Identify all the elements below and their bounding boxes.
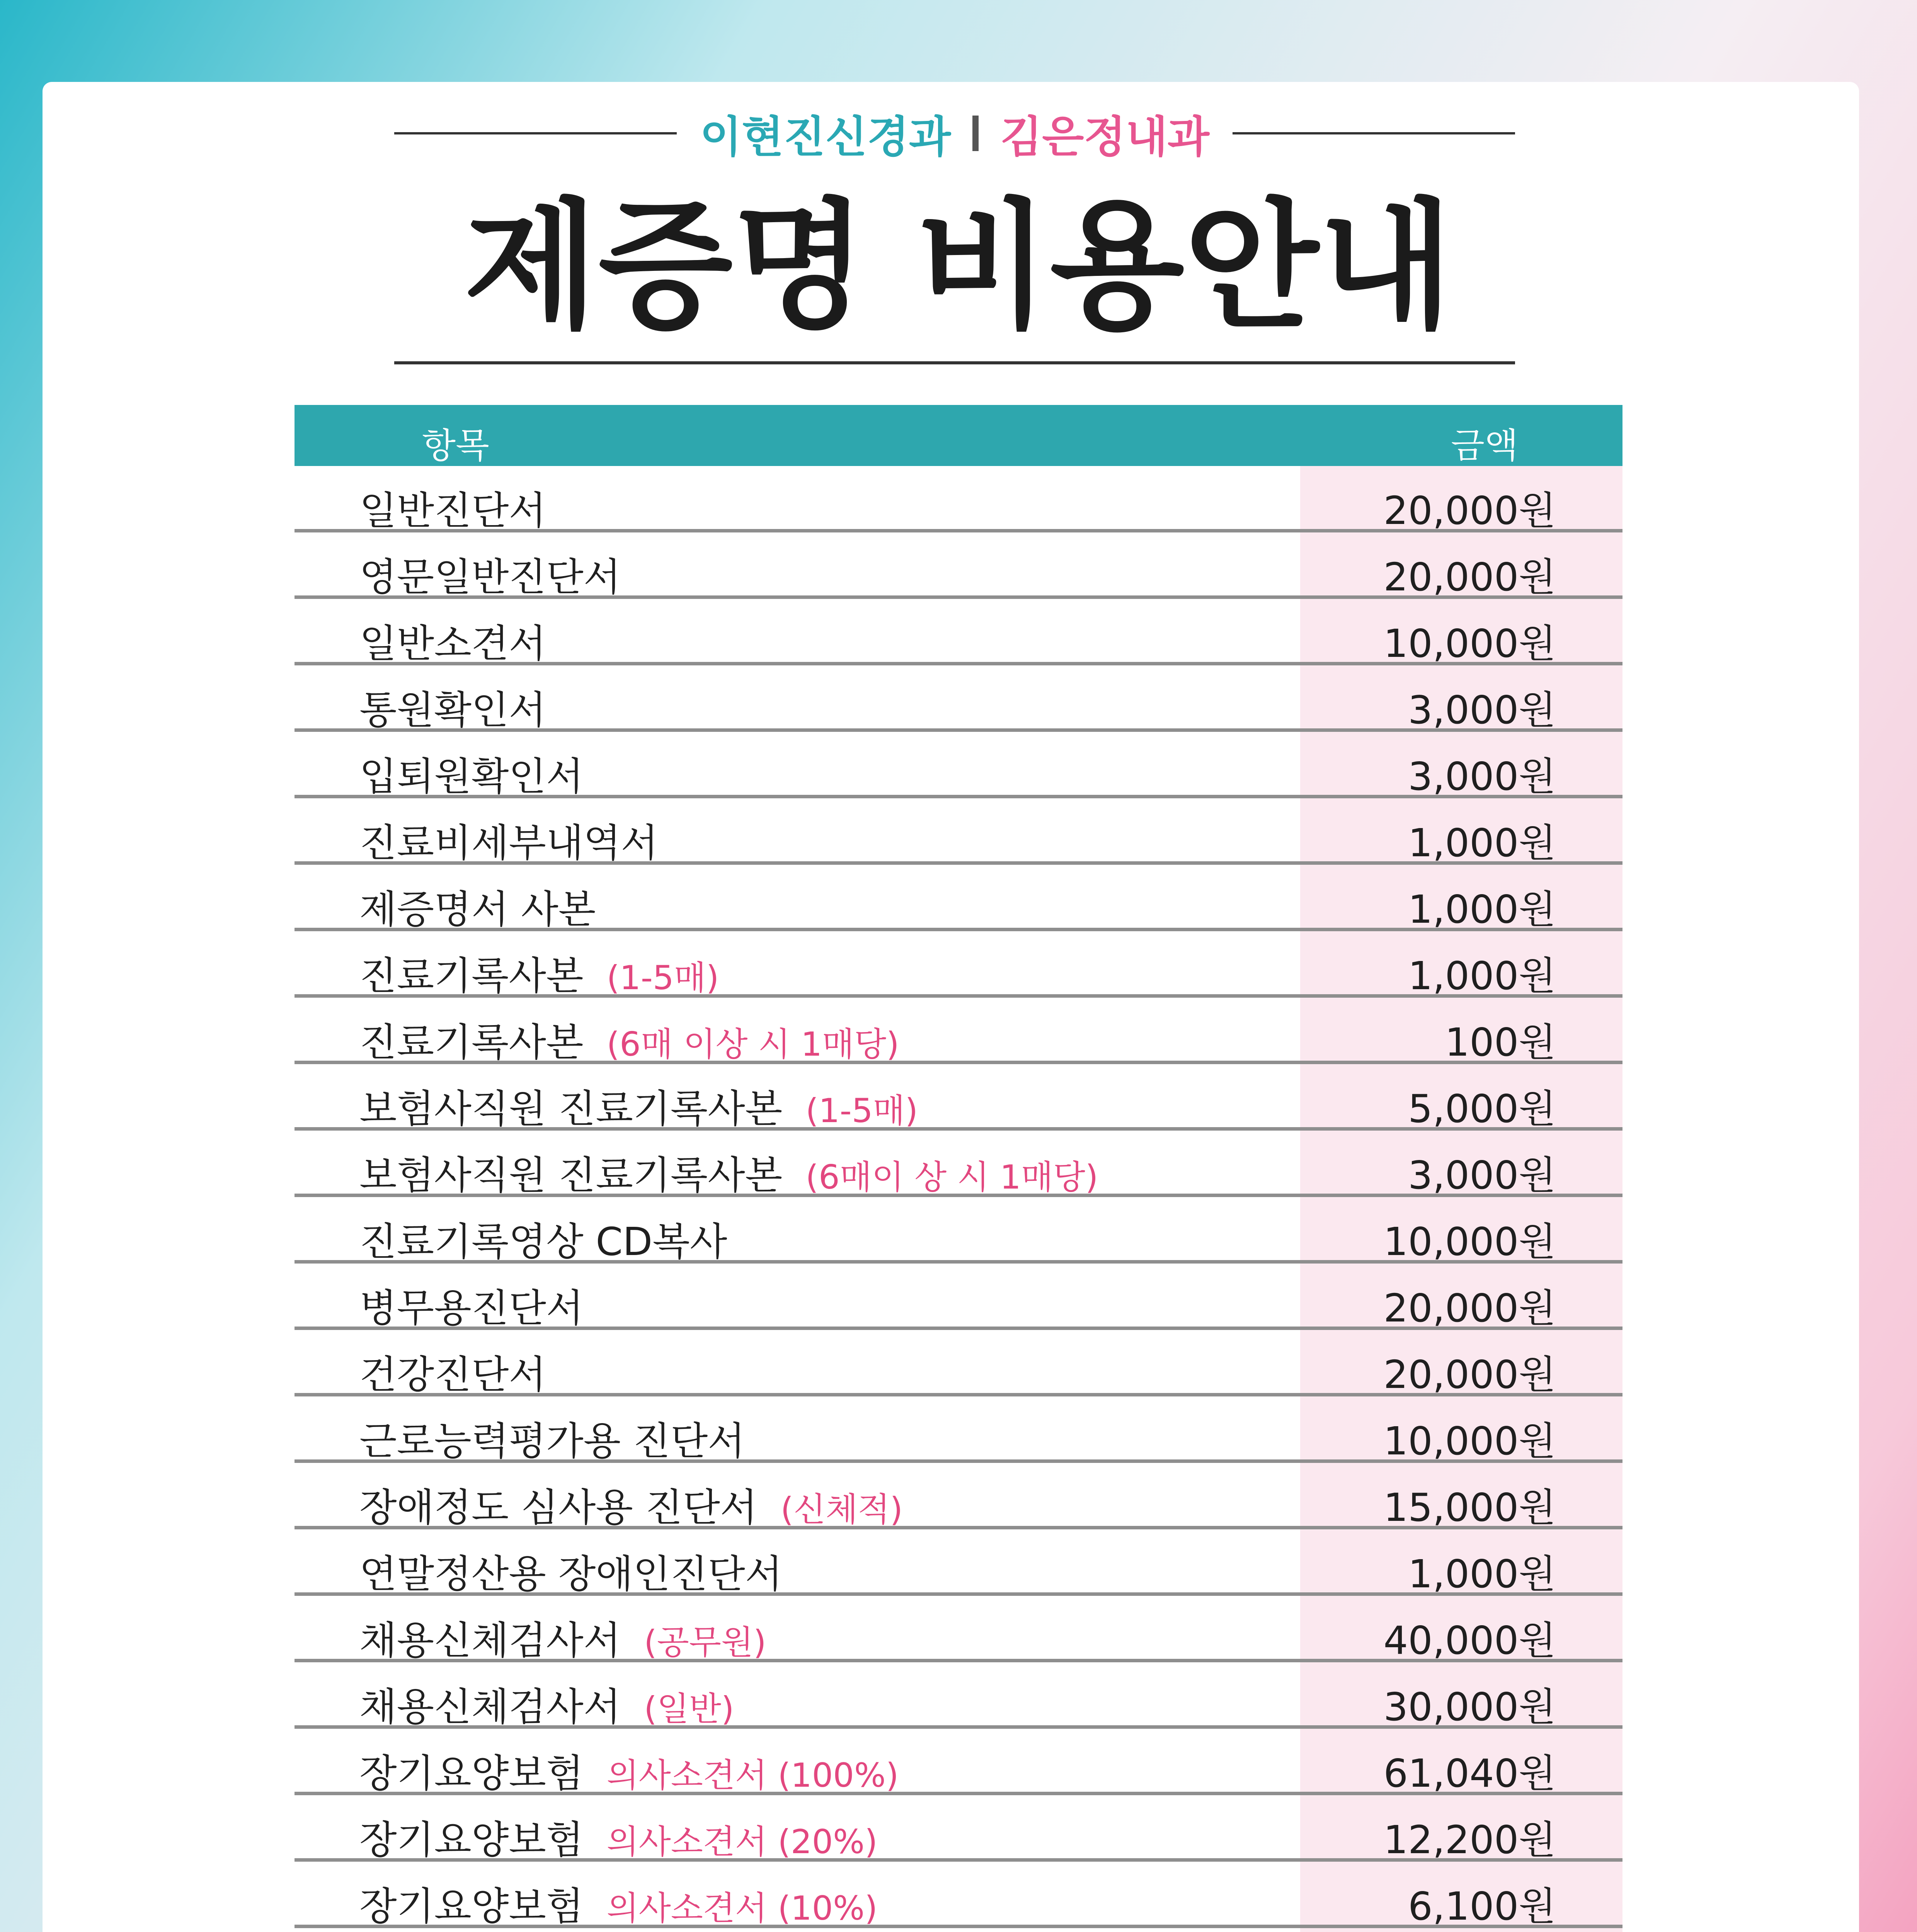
row-item-text: 연말정산용 장애인진단서 [359, 1551, 783, 1597]
row-item-text: 입퇴원확인서 [359, 754, 584, 799]
row-amount: 6,100원 [1408, 1884, 1556, 1929]
row-amount: 20,000원 [1383, 554, 1556, 600]
row-item-label [359, 1742, 899, 1798]
row-item-label [359, 1809, 878, 1864]
table-row [295, 1396, 1622, 1463]
row-item-label [359, 945, 719, 1000]
row-item-note: 의사소견서 (20%) [606, 1823, 878, 1861]
row-amount: 3,000원 [1408, 754, 1556, 799]
row-amount: 3,000원 [1408, 1153, 1556, 1198]
row-item-text: 통원확인서 [359, 687, 546, 733]
row-item-note: (6매이 상 시 1매당) [805, 1158, 1098, 1197]
table-row [295, 599, 1622, 665]
table-row [295, 865, 1622, 931]
row-amount: 20,000원 [1383, 1352, 1556, 1397]
row-item-label [359, 480, 546, 535]
row-item-text: 진료기록사본 [359, 1020, 584, 1065]
row-item-note: 의사소견서 (100%) [606, 1756, 899, 1795]
row-amount: 12,200원 [1383, 1817, 1556, 1862]
row-item-text: 장기요양보험 [359, 1751, 584, 1796]
table-row [295, 1064, 1622, 1131]
page-title: 제증명 비용안내 [464, 185, 1453, 347]
row-item-note: (6매 이상 시 1매당) [606, 1025, 899, 1064]
row-item-text: 진료기록영상 CD복사 [359, 1219, 727, 1264]
row-item-text: 장기요양보험 [359, 1884, 584, 1929]
row-item-text: 일반진단서 [359, 488, 546, 533]
row-amount: 15,000원 [1383, 1485, 1556, 1530]
table-row [295, 1197, 1622, 1264]
brand-names [677, 102, 1233, 165]
row-item-label [359, 812, 658, 867]
header-rule-right [1233, 132, 1515, 134]
table-row [295, 1264, 1622, 1330]
table-row [295, 798, 1622, 865]
row-item-label [359, 1676, 734, 1731]
row-item-text: 건강진단서 [359, 1352, 546, 1397]
table-row [295, 732, 1622, 798]
row-item-text: 일반소견서 [359, 621, 546, 666]
brand-divider [972, 116, 979, 151]
row-item-text: 진료비세부내역서 [359, 820, 658, 866]
row-amount: 1,000원 [1408, 953, 1556, 998]
table-row [295, 998, 1622, 1064]
row-amount: 61,040원 [1383, 1751, 1556, 1796]
brand-neurology: 이현진신경과 [700, 112, 951, 162]
row-item-note: 의사소견서 (10%) [606, 1889, 878, 1928]
row-item-note: (1-5매) [606, 959, 719, 997]
table-row [295, 1862, 1622, 1928]
row-item-text: 채용신체검사서 [359, 1618, 621, 1663]
row-item-label [359, 1144, 1098, 1200]
row-item-note: (일반) [644, 1690, 734, 1728]
row-amount: 5,000원 [1408, 1086, 1556, 1131]
row-item-text: 보험사직원 진료기록사본 [359, 1086, 783, 1131]
row-item-label [359, 1476, 903, 1532]
row-item-label [359, 1875, 878, 1931]
table-header [295, 405, 1622, 466]
row-item-label [359, 612, 546, 668]
row-item-text: 병무용진단서 [359, 1286, 584, 1331]
row-amount: 30,000원 [1383, 1684, 1556, 1730]
row-item-text: 장기요양보험 [359, 1817, 584, 1862]
row-item-label [359, 1543, 782, 1599]
row-item-label [359, 745, 584, 801]
row-item-label [359, 1344, 546, 1399]
table-row [295, 532, 1622, 599]
row-amount: 1,000원 [1408, 820, 1556, 866]
top-brand-header [394, 102, 1515, 164]
row-amount: 1,000원 [1408, 1551, 1556, 1597]
row-amount: 20,000원 [1383, 1286, 1556, 1331]
column-header-item: 항목 [422, 425, 489, 466]
table-row [295, 1795, 1622, 1862]
table-body [295, 466, 1622, 1932]
row-amount: 1,000원 [1408, 887, 1556, 932]
brand-internal-medicine: 김은정내과 [1000, 112, 1210, 162]
table-row [295, 1928, 1622, 1932]
column-header-amount: 금액 [1451, 425, 1518, 466]
row-item-label [359, 1211, 727, 1266]
row-amount: 10,000원 [1383, 1418, 1556, 1464]
row-item-label [359, 1609, 766, 1665]
row-item-label [359, 1410, 745, 1466]
row-item-label [359, 1277, 584, 1333]
row-amount: 3,000원 [1408, 687, 1556, 733]
row-item-text: 제증명서 사본 [359, 887, 596, 932]
row-amount: 40,000원 [1383, 1618, 1556, 1663]
row-item-note: (1-5매) [805, 1092, 918, 1130]
table-row [295, 1131, 1622, 1197]
table-row [295, 1529, 1622, 1596]
row-amount: 20,000원 [1383, 488, 1556, 533]
row-item-text: 장애정도 심사용 진단서 [359, 1485, 758, 1530]
row-amount: 10,000원 [1383, 1219, 1556, 1264]
row-item-label [359, 546, 621, 602]
header-rule-left [394, 132, 677, 134]
table-row [295, 1330, 1622, 1396]
row-amount: 100원 [1445, 1020, 1556, 1065]
row-item-note: (공무원) [644, 1623, 766, 1662]
row-amount: 10,000원 [1383, 621, 1556, 666]
row-item-label [359, 878, 596, 934]
row-item-text: 근로능력평가용 진단서 [359, 1418, 745, 1464]
title-underline [394, 361, 1515, 364]
row-item-text: 채용신체검사서 [359, 1684, 621, 1730]
table-row [295, 1662, 1622, 1729]
table-row [295, 931, 1622, 998]
row-item-text: 보험사직원 진료기록사본 [359, 1153, 783, 1198]
row-item-label [359, 679, 546, 735]
table-row [295, 1729, 1622, 1795]
fee-table [295, 405, 1622, 1932]
row-item-text: 영문일반진단서 [359, 554, 621, 600]
table-row [295, 466, 1622, 532]
table-row [295, 665, 1622, 732]
row-item-note: (신체적) [780, 1490, 903, 1529]
table-row [295, 1596, 1622, 1662]
row-item-text: 진료기록사본 [359, 953, 584, 998]
row-item-label [359, 1011, 899, 1067]
table-row [295, 1463, 1622, 1529]
row-item-label [359, 1078, 918, 1133]
